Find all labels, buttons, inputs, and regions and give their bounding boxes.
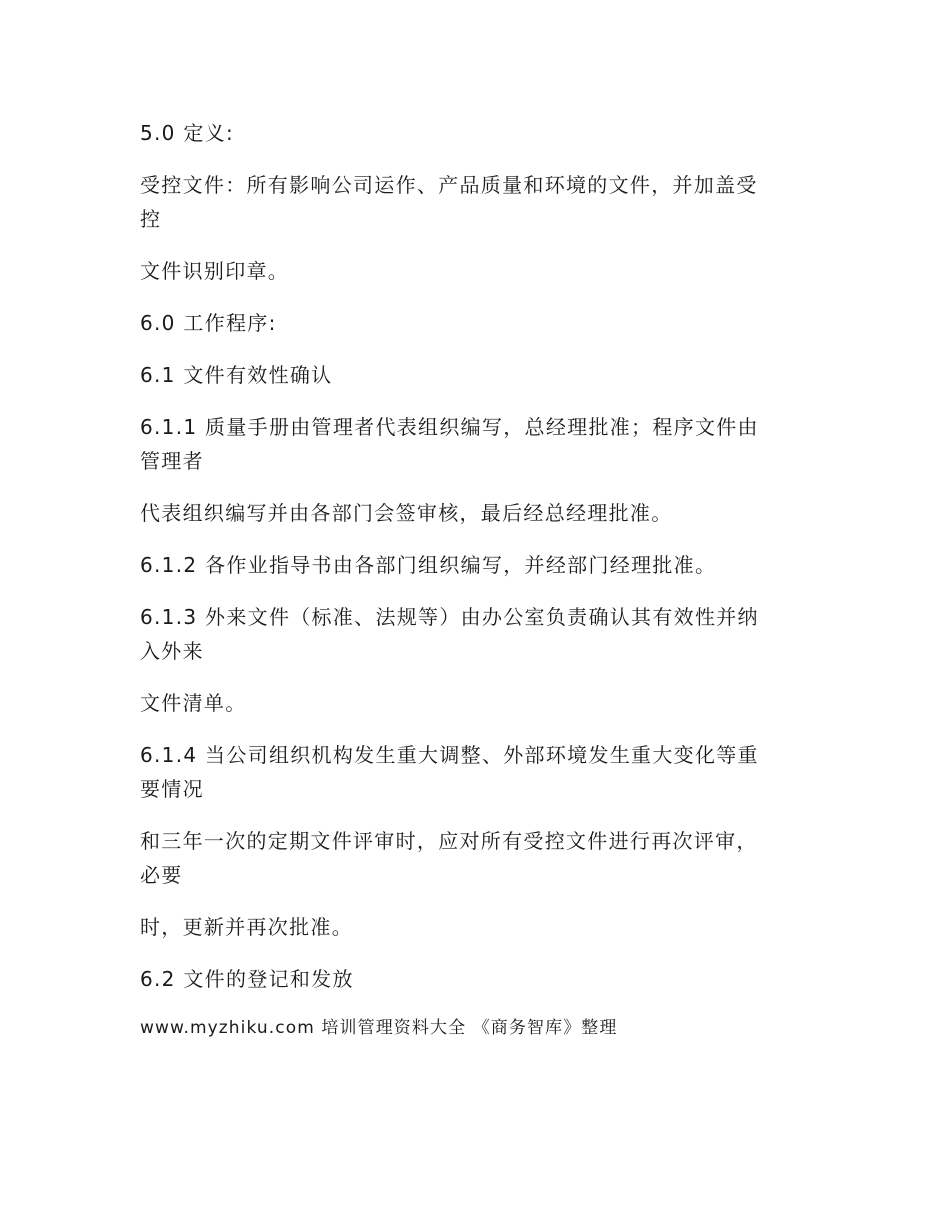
paragraph-6-1-1-cont [140,496,810,530]
text-line: 控 [140,207,162,231]
text-line: 必要 [140,863,183,887]
text-line: 6.1.1 质量手册由管理者代表组织编写，总经理批准；程序文件由 [140,415,759,439]
text-line: 6.2 文件的登记和发放 [140,967,354,991]
text-line: 6.0 工作程序: [140,311,277,335]
text-line: 受控文件：所有影响公司运作、产品质量和环境的文件，并加盖受 [140,173,758,197]
paragraph-6-1-3-cont [140,686,810,720]
text-line: 要情况 [140,777,204,801]
paragraph-section-6-2 [140,962,810,996]
paragraph-definition-heading [140,116,810,150]
paragraph-6-1-4-cont [140,824,810,892]
text-line: 5.0 定义: [140,121,235,145]
text-line: 时，更新并再次批准。 [140,915,353,939]
text-line: 文件识别印章。 [140,259,290,283]
text-line: 入外来 [140,639,204,663]
text-line: 6.1 文件有效性确认 [140,363,333,387]
text-line: 6.1.4 当公司组织机构发生重大调整、外部环境发生重大变化等重 [140,743,759,767]
text-line: 6.1.3 外来文件（标准、法规等）由办公室负责确认其有效性并纳 [140,605,759,629]
paragraph-6-1-2 [140,548,810,582]
text-line: 6.1.2 各作业指导书由各部门组织编写，并经部门经理批准。 [140,553,717,577]
text-line: 管理者 [140,449,204,473]
paragraph-controlled-document [140,168,810,236]
paragraph-6-1-4-end [140,910,810,944]
paragraph-seal [140,254,810,288]
paragraph-procedure-heading [140,306,810,340]
paragraph-section-6-1 [140,358,810,392]
page-footer: www.myzhiku.com 培训管理资料大全 《商务智库》整理 [140,1018,618,1038]
paragraph-6-1-3 [140,600,810,668]
text-line: 文件清单。 [140,691,247,715]
paragraph-6-1-4 [140,738,810,806]
paragraph-6-1-1 [140,410,810,478]
text-line: 和三年一次的定期文件评审时，应对所有受控文件进行再次评审， [140,829,758,853]
text-line: 代表组织编写并由各部门会签审核，最后经总经理批准。 [140,501,673,525]
